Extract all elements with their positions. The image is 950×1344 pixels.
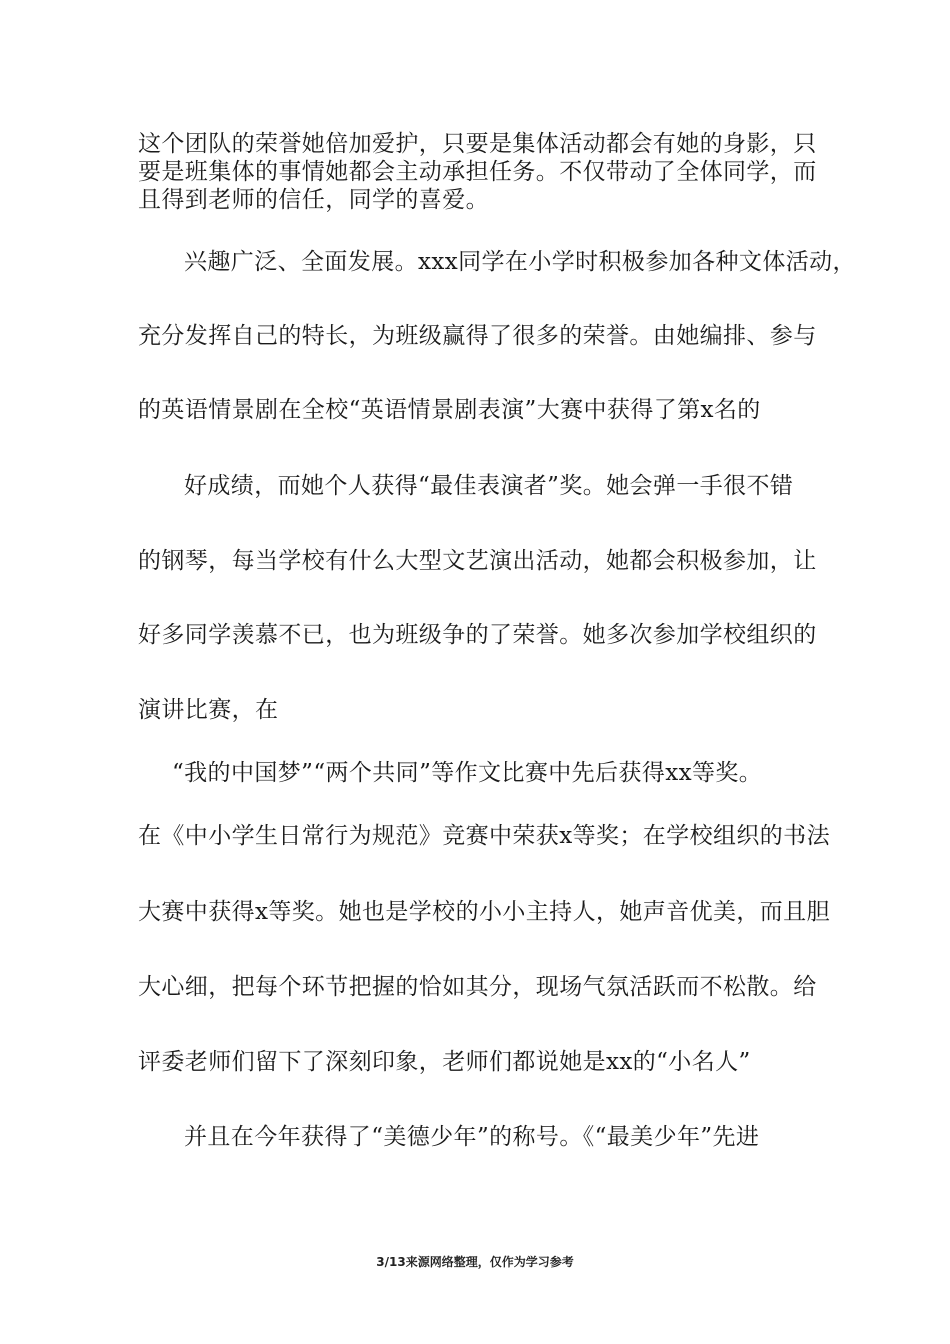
text-line-9: 好多同学羡慕不已，也为班级争的了荣誉。她多次参加学校组织的 bbox=[138, 622, 817, 648]
text-line-8: 的钢琴，每当学校有什么大型文艺演出活动，她都会积极参加，让 bbox=[138, 548, 817, 574]
text-line-4: 兴趣广泛、全面发展。xxx同学在小学时积极参加各种文体活动， bbox=[184, 249, 856, 275]
text-line-13: 大赛中获得x等奖。她也是学校的小小主持人，她声音优美，而且胆 bbox=[138, 899, 830, 925]
text-line-12: 在《中小学生日常行为规范》竞赛中荣获x等奖；在学校组织的书法 bbox=[138, 823, 830, 849]
page-footer: 3/13来源网络整理，仅作为学习参考 bbox=[376, 1255, 574, 1269]
text-line-14: 大心细，把每个环节把握的恰如其分，现场气氛活跃而不松散。给 bbox=[138, 974, 817, 1000]
text-line-5: 充分发挥自己的特长，为班级赢得了很多的荣誉。由她编排、参与 bbox=[138, 323, 817, 349]
text-line-16: 并且在今年获得了“美德少年”的称号。《“最美少年”先进 bbox=[184, 1124, 760, 1150]
text-line-1: 这个团队的荣誉她倍加爱护，只要是集体活动都会有她的身影，只 bbox=[138, 131, 817, 157]
text-line-10: 演讲比赛，在 bbox=[138, 697, 279, 723]
text-line-6: 的英语情景剧在全校“英语情景剧表演”大赛中获得了第x名的 bbox=[138, 397, 761, 423]
text-line-7: 好成绩，而她个人获得“最佳表演者”奖。她会弹一手很不错 bbox=[184, 473, 794, 499]
text-line-11: “我的中国梦”“两个共同”等作文比赛中先后获得xx等奖。 bbox=[172, 760, 763, 786]
text-line-3: 且得到老师的信任，同学的喜爱。 bbox=[138, 187, 489, 213]
text-line-15: 评委老师们留下了深刻印象，老师们都说她是xx的“小名人” bbox=[138, 1049, 751, 1075]
text-line-2: 要是班集体的事情她都会主动承担任务。不仅带动了全体同学，而 bbox=[138, 159, 817, 185]
